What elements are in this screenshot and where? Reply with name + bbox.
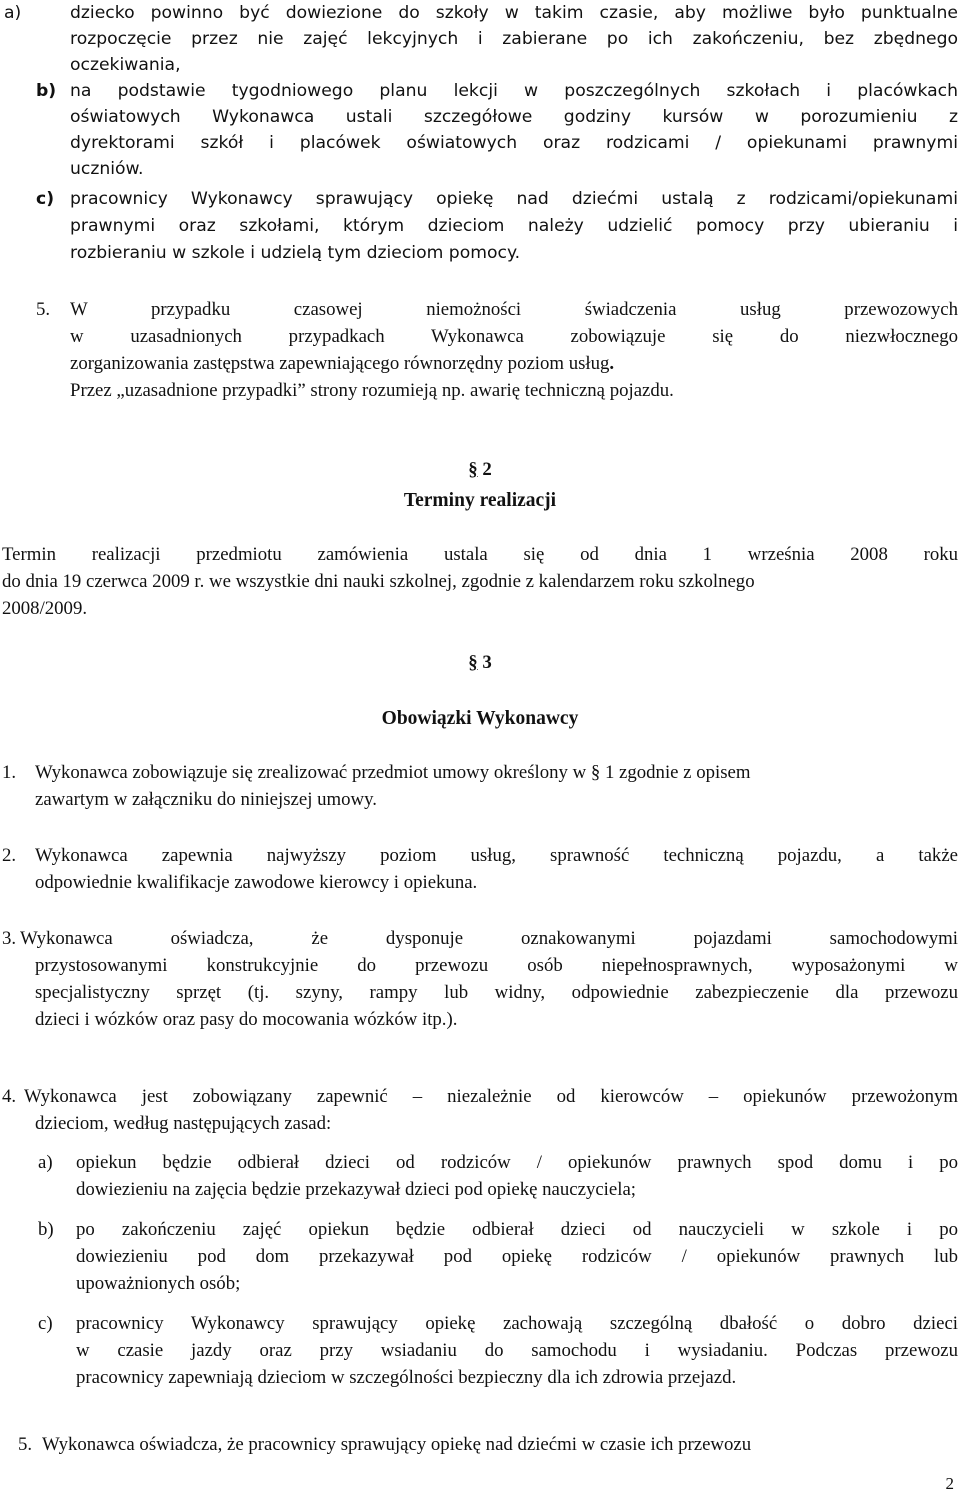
list-label: 2. [2, 845, 17, 866]
text-line: dziecko powinno być dowiezione do szkoły w takim czasie, aby możliwe było punktualne [70, 3, 958, 23]
text-line: oświatowych Wykonawca ustali szczegółowe godziny kursów w porozumieniu z [70, 107, 958, 127]
text-line-content: Wykonawca zobowiązuje się zrealizować przedmiot umowy określony w [35, 762, 587, 783]
section-symbol: § [468, 652, 478, 673]
text-line: przystosowanymi konstrukcyjnie do przewozu osób niepełnosprawnych, wyposażonymi w [35, 955, 958, 976]
text-line: po zakończeniu zajęć opiekun będzie odbierał dzieci od nauczycieli w szkole i po [76, 1219, 958, 1240]
text-line: na podstawie tygodniowego planu lekcji w poszczególnych szkołach i placówkach [70, 81, 958, 101]
text-line [70, 351, 958, 377]
text-line: 2008/2009. [2, 598, 88, 619]
list-label: b) [38, 1219, 54, 1240]
text-line: w czasie jazdy oraz przy wsiadaniu do samochodu i wysiadaniu. Podczas przewozu [76, 1340, 958, 1361]
list-label: 5. [18, 1434, 33, 1455]
text-line: Przez „uzasadnione przypadki” strony rozumieją np. awarię techniczną pojazdu. [70, 380, 674, 401]
section-number: 2 [482, 459, 492, 480]
text-line: prawnymi oraz szkołami, którym dzieciom należy udzielić pomocy przy ubieraniu i [70, 216, 958, 236]
list-label: c) [38, 1313, 53, 1334]
text-line: w uzasadnionych przypadkach Wykonawca zobowiązuje się do niezwłocznego [70, 326, 958, 347]
text-line: pracownicy Wykonawcy sprawujący opiekę zachowają szczególną dbałość o dobro dzieci [76, 1313, 958, 1334]
list-label: a) [4, 3, 22, 23]
text-line: Wykonawca zapewnia najwyższy poziom usług, sprawność techniczną pojazdu, a także [35, 845, 958, 866]
list-label: a) [38, 1152, 53, 1173]
text-line: dowiezieniu na zajęcia będzie przekazywał dzieci pod opiekę nauczyciela; [76, 1179, 636, 1200]
text-line: Wykonawca oświadcza, że pracownicy sprawujący opiekę nad dziećmi w czasie ich przewozu [42, 1434, 752, 1455]
text-line: dzieciom, według następujących zasad: [35, 1113, 332, 1134]
text-line-content: zorganizowania zastępstwa zapewniającego równorzędny poziom usług [70, 353, 610, 374]
text-line: uczniów. [70, 159, 144, 179]
section-heading-number [0, 459, 960, 481]
text-line: zawartym w załączniku do niniejszej umowy. [35, 789, 377, 810]
bold-period: . [609, 353, 615, 374]
text-line-content: 1 zgodnie z opisem [604, 762, 751, 783]
text-line: dzieci i wózków oraz pasy do mocowania wózków itp.). [35, 1009, 458, 1030]
text-line: pracownicy zapewniają dzieciom w szczególności bezpieczny dla ich zdrowia przejazd. [76, 1367, 737, 1388]
text-line: Termin realizacji przedmiotu zamówienia ustala się od dnia 1 września 2008 roku [2, 544, 958, 565]
section-title: Terminy realizacji [403, 490, 557, 511]
text-line: oczekiwania, [70, 55, 181, 75]
section-heading-number [0, 652, 960, 674]
text-line [35, 760, 958, 786]
text-line: specjalistyczny sprzęt (tj. szyny, rampy lub widny, odpowiednie zabezpieczenie dla przewozu [35, 982, 958, 1003]
section-number: 3 [482, 652, 492, 673]
text-line: W przypadku czasowej niemożności świadczenia usług przewozowych [70, 299, 958, 320]
list-label: 4. [2, 1086, 17, 1107]
text-line: odpowiednie kwalifikacje zawodowe kierowcy i opiekuna. [35, 872, 478, 893]
page-number: 2 [945, 1474, 954, 1493]
paragraph-symbol: § [590, 762, 601, 783]
list-label: c) [36, 189, 55, 209]
list-label: 3. [2, 928, 17, 949]
text-line: dyrektorami szkół i placówek oświatowych oraz rodzicami / opiekunami prawnymi [70, 133, 958, 153]
text-line: Wykonawca oświadcza, że dysponuje oznakowanymi pojazdami samochodowymi [20, 928, 958, 949]
text-line: do dnia 19 czerwca 2009 r. we wszystkie dni nauki szkolnej, zgodnie z kalendarzem roku szkolnego [2, 571, 755, 592]
list-label: 1. [2, 762, 17, 783]
section-symbol: § [468, 459, 478, 480]
text-line: upoważnionych osób; [76, 1273, 241, 1294]
text-line: dowiezieniu pod dom przekazywał pod opiekę rodziców / opiekunów prawnych lub [76, 1246, 958, 1267]
text-line: rozpoczęcie przez nie zajęć lekcyjnych i zabierane po ich zakończeniu, bez zbędnego [70, 29, 958, 49]
section-title: Obowiązki Wykonawcy [381, 708, 579, 729]
text-line: pracownicy Wykonawcy sprawujący opiekę nad dziećmi ustalą z rodzicami/opiekunami [70, 189, 958, 209]
text-line: rozbieraniu w szkole i udzielą tym dzieciom pomocy. [70, 243, 521, 263]
text-line: Wykonawca jest zobowiązany zapewnić – niezależnie od kierowców – opiekunów przewożonym [24, 1086, 958, 1107]
list-label: b) [36, 81, 57, 101]
text-line: opiekun będzie odbierał dzieci od rodziców / opiekunów prawnych spod domu i po [76, 1152, 958, 1173]
list-label: 5. [36, 299, 51, 320]
